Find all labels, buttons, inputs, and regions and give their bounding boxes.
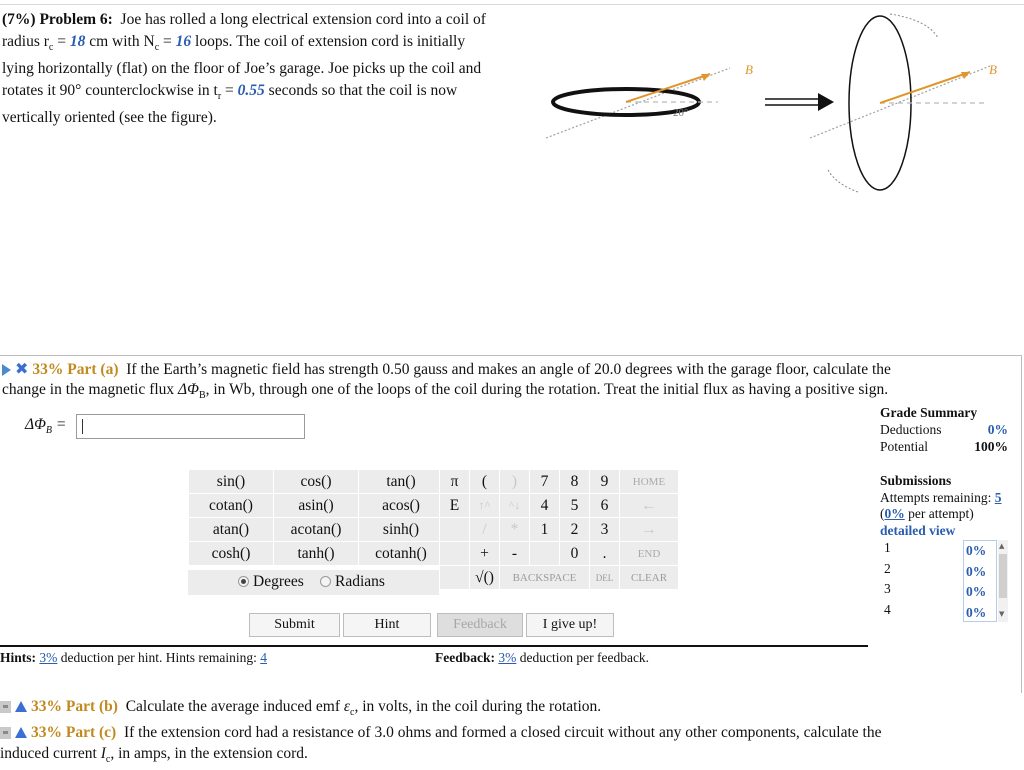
key-dot[interactable]: . [590,542,619,565]
give-up-button[interactable]: I give up! [526,613,614,637]
loops-value: 16 [175,32,192,50]
degrees-label: Degrees [253,573,304,590]
attempt-number: 3 [884,581,891,596]
key-tan[interactable]: tan() [359,470,443,493]
key-clear[interactable]: CLEAR [620,566,678,589]
key-tanh[interactable]: tanh() [274,542,358,565]
feedback-deduction: 3% [498,650,517,665]
problem-line-2a: radius r [2,32,49,50]
part-b-text-b: , in volts, in the coil during the rotation. [354,698,602,715]
part-a-line-2a: change in the magnetic flux [2,381,179,398]
per-attempt-open: ( [880,506,885,521]
potential-row [880,438,1008,455]
radius-value: 18 [69,32,86,50]
text-caret [82,419,83,434]
attempts-label: Attempts remaining: [880,489,995,505]
tr-eq: = [221,81,238,99]
function-keypad [188,469,444,566]
problem-line-4a: rotates it 90° counterclockwise in t [2,81,218,99]
attempts-value: 5 [994,489,1002,505]
scroll-up-icon[interactable]: ▲ [999,542,1005,550]
coil-rotation-figure [540,6,1020,196]
hints-info [0,650,267,666]
deductions-row [880,421,1008,438]
feedback-label: Feedback: [435,650,495,665]
key-del[interactable]: DEL [590,566,619,589]
angle-label: 20° [673,107,689,119]
rc-sub: c [48,41,54,53]
radians-radio[interactable] [320,576,331,587]
part-b-percent: 33% Part (b) [31,698,118,715]
current-symbol: I [100,745,106,762]
part-a-prompt [2,359,992,406]
warning-triangle-icon [15,727,27,738]
key-atan[interactable]: atan() [189,518,273,541]
key-sqrt[interactable]: √() [470,566,499,589]
key-3[interactable]: 3 [590,518,619,541]
nc-sub: c [154,41,160,53]
attempt-scores-box [963,540,997,622]
key-slash[interactable]: / [470,518,499,541]
detailed-view-link[interactable]: detailed view [880,522,956,538]
key-minus[interactable]: - [500,542,529,565]
expand-triangle-icon[interactable] [2,364,11,376]
answer-label [25,416,66,436]
feedback-info [435,650,649,666]
field-label-right: B [989,62,997,77]
key-home[interactable]: HOME [620,470,678,493]
submissions-panel [880,473,1010,539]
key-5[interactable]: 5 [560,494,589,517]
nc-eq: = [159,32,176,50]
flux-symbol: ΔΦ [178,381,199,398]
key-cos[interactable]: cos() [274,470,358,493]
rc-eq: = [53,32,70,50]
key-blank-2 [440,542,469,565]
key-up-caret[interactable]: ↑^ [470,494,499,517]
attempt-score: 0% [966,563,987,579]
numeric-keypad [439,469,679,590]
key-open-paren[interactable]: ( [470,470,499,493]
grade-summary [880,405,1008,455]
attempts-list [880,540,1008,622]
problem-line-5: vertically oriented (see the figure). [2,109,217,127]
problem-line-2b: cm with N [85,32,155,50]
transition-arrow [765,93,834,111]
radians-label: Radians [335,573,385,590]
part-c-line-2a: induced current [0,745,101,762]
problem-line-1: Joe has rolled a long electrical extension cord into a coil of [120,11,486,28]
grade-summary-title: Grade Summary [880,405,978,420]
key-acos[interactable]: acos() [359,494,443,517]
top-divider [0,4,1024,5]
problem-label: Problem 6: [39,11,113,28]
scroll-thumb[interactable] [999,554,1007,598]
key-end[interactable]: END [620,542,678,565]
angle-mode-row [188,570,439,595]
part-b-text-a: Calculate the average induced emf [125,698,344,715]
key-9[interactable]: 9 [590,470,619,493]
answer-symbol: ΔΦ [25,416,46,433]
key-left-arrow[interactable]: ← [620,494,678,517]
problem-line-2c: loops. The coil of extension cord is initially [191,32,466,50]
degrees-option[interactable] [238,573,304,591]
part-a-line-1: If the Earth’s magnetic field has strength 0.50 gauss and makes an angle of 20.0 degrees with the garage floor, calculate the [126,361,891,378]
key-acotan[interactable]: acotan() [274,518,358,541]
feedback-text: deduction per feedback. [516,650,650,665]
key-cotanh[interactable]: cotanh() [359,542,443,565]
scroll-down-icon[interactable]: ▼ [999,610,1005,618]
field-arrow-right [880,72,970,103]
problem-statement [2,9,547,129]
key-blank-1 [440,518,469,541]
field-label-left: B [745,62,753,77]
radians-option[interactable] [320,573,385,591]
key-blank-4 [440,566,469,589]
part-c-prompt[interactable] [0,722,1000,770]
flux-sub: B [198,390,206,402]
problem-weight: (7%) [2,11,36,28]
key-asin[interactable]: asin() [274,494,358,517]
key-pi[interactable]: π [440,470,469,493]
part-c-line-1: If the extension cord had a resistance of 3.0 ohms and formed a closed circuit without any other components, calculate the [123,724,882,741]
key-sinh[interactable]: sinh() [359,518,443,541]
horizontal-coil [546,62,753,138]
problem-line-3: lying horizontally (flat) on the floor of Joe’s garage. Joe picks up the coil and [2,60,482,78]
key-backspace[interactable]: BACKSPACE [500,566,589,589]
part-a-percent: 33% Part (a) [32,361,119,378]
answer-input[interactable] [76,414,305,439]
rotation-arc-bottom [828,170,858,192]
submit-button[interactable]: Submit [249,613,340,637]
part-a-line-2b: , in Wb, through one of the loops of the coil during the rotation. Treat the initial flux as having a positive sign. [205,381,889,398]
tag-icon [0,727,11,739]
feedback-button[interactable]: Feedback [437,613,523,637]
key-blank-3 [530,542,559,565]
potential-label: Potential [880,439,928,454]
key-plus[interactable]: + [470,542,499,565]
deductions-label: Deductions [880,422,942,437]
key-1[interactable]: 1 [530,518,559,541]
attempt-score: 0% [966,604,987,620]
key-8[interactable]: 8 [560,470,589,493]
attempt-score: 0% [966,543,987,558]
key-4[interactable]: 4 [530,494,559,517]
attempts-scrollbar[interactable] [998,540,1008,622]
rotation-arc-top [890,14,938,38]
current-sub: c [105,754,111,766]
hints-divider [0,645,868,647]
key-cosh[interactable]: cosh() [189,542,273,565]
hint-button[interactable]: Hint [343,613,431,637]
problem-line-4b: seconds so that the coil is now [264,81,458,99]
key-star[interactable]: * [500,518,529,541]
incorrect-x-icon: ✖ [15,359,29,378]
answer-sub: B [45,425,53,437]
emf-sub: c [350,707,355,719]
hint-deduction: 3% [39,650,58,665]
per-attempt-text: per attempt) [904,506,974,521]
key-down-caret[interactable]: ^↓ [500,494,529,517]
key-6[interactable]: 6 [590,494,619,517]
attempt-number: 2 [884,561,891,576]
attempt-number: 4 [884,602,891,617]
tag-icon [0,701,11,713]
key-sin[interactable]: sin() [189,470,273,493]
potential-value: 100% [974,439,1008,454]
hints-remaining: 4 [260,650,267,665]
emf-symbol: ε [343,698,350,715]
part-b-prompt[interactable] [0,698,601,718]
deductions-value: 0% [987,422,1008,437]
part-c-percent: 33% Part (c) [31,724,117,741]
degrees-radio[interactable] [238,576,249,587]
field-line-right [810,66,990,138]
answer-eq: = [52,416,67,433]
key-7[interactable]: 7 [530,470,559,493]
hints-text: deduction per hint. Hints remaining: [57,650,261,665]
key-right-arrow[interactable]: → [620,518,678,541]
vertical-coil [810,14,997,192]
key-e[interactable]: E [440,494,469,517]
attempt-score: 0% [966,584,987,599]
per-attempt-pct: 0% [884,506,905,521]
part-c-line-2b: , in amps, in the extension cord. [110,745,308,762]
hints-label: Hints: [0,650,37,665]
field-line-left [546,68,730,138]
key-0[interactable]: 0 [560,542,589,565]
warning-triangle-icon [15,701,27,712]
tr-sub: r [217,90,222,102]
time-value: 0.55 [237,81,265,99]
submissions-title: Submissions [880,473,952,488]
attempt-number: 1 [884,540,891,555]
key-cotan[interactable]: cotan() [189,494,273,517]
key-close-paren[interactable]: ) [500,470,529,493]
key-2[interactable]: 2 [560,518,589,541]
